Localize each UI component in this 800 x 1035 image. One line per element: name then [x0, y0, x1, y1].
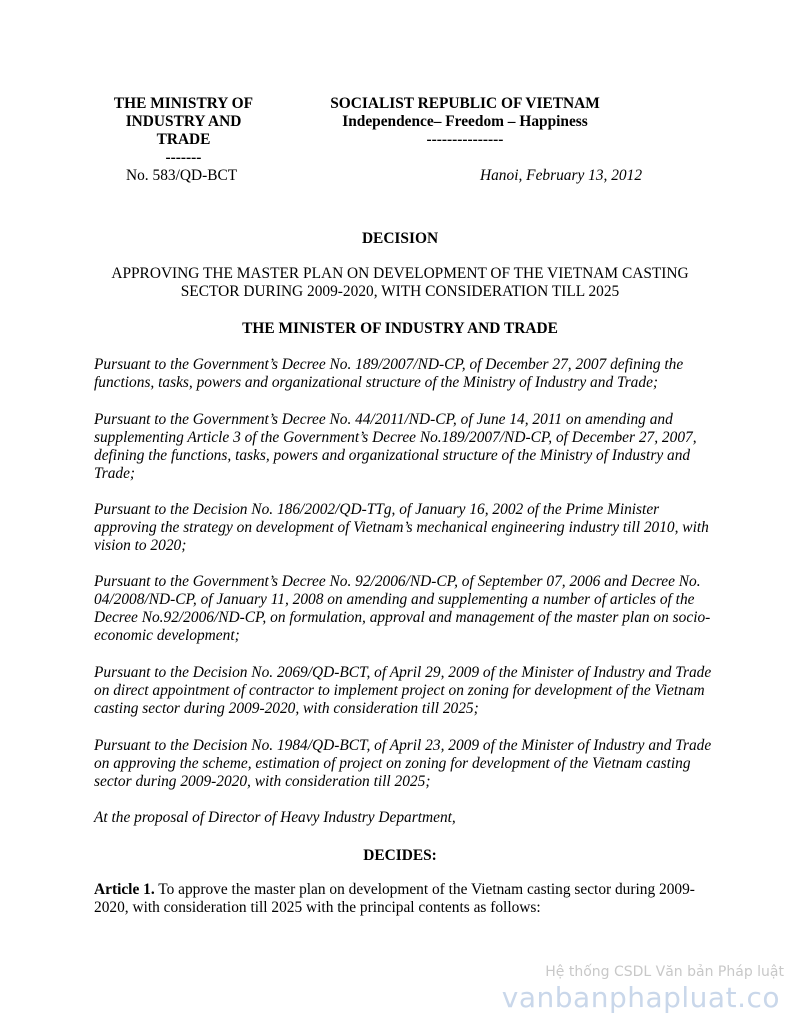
proposal-paragraph: At the proposal of Director of Heavy Industry Department,	[94, 809, 456, 826]
article-1-label: Article 1.	[94, 881, 155, 898]
decides-heading: DECIDES:	[363, 847, 437, 864]
document-number: No. 583/QD-BCT	[126, 167, 238, 184]
document-date: Hanoi, February 13, 2012	[480, 167, 643, 184]
ministry-name-line1: THE MINISTRY OF	[113, 95, 254, 112]
article-1	[94, 881, 714, 917]
issuing-authority: THE MINISTER OF INDUSTRY AND TRADE	[242, 320, 558, 337]
pursuant-paragraph-1: Pursuant to the Government’s Decree No. 189/2007/ND-CP, of December 27, 2007 defining the functions, tasks, powers and organizational structure of the Ministry of Industry and Trade;	[94, 356, 684, 391]
national-motto: Independence– Freedom – Happiness	[342, 113, 588, 130]
country-name: SOCIALIST REPUBLIC OF VIETNAM	[330, 95, 600, 112]
ministry-name-line3: TRADE	[156, 131, 211, 148]
pursuant-paragraph-3: Pursuant to the Decision No. 186/2002/QD-TTg, of January 16, 2002 of the Prime Minister approving the strategy on development of Vietnam’s mechanical engineering industry till 2010, with vision to 2020;	[94, 501, 709, 554]
pursuant-paragraph-2: Pursuant to the Government’s Decree No. 44/2011/ND-CP, of June 14, 2011 on amending and supplementing Article 3 of the Government’s Decree No.189/2007/ND-CP, of December 27, 2007, defining the functions, tasks, powers and organizational structure of the Ministry of Industry and Trade;	[94, 411, 697, 482]
watermark-caption: Hệ thống CSDL Văn bản Pháp luật	[545, 964, 784, 980]
subtitle-line-1: APPROVING THE MASTER PLAN ON DEVELOPMENT OF THE VIETNAM CASTING	[111, 265, 689, 282]
pursuant-paragraph-5: Pursuant to the Decision No. 2069/QD-BCT, of April 29, 2009 of the Minister of Industry and Trade on direct appointment of contractor to implement project on zoning for development of the Vietnam casting sector during 2009-2020, with consideration till 2025;	[94, 664, 712, 717]
nation-header	[300, 95, 630, 149]
pursuant-paragraph-6: Pursuant to the Decision No. 1984/QD-BCT, of April 23, 2009 of the Minister of Industry and Trade on approving the scheme, estimation of project on zoning for development of the Vietnam casting sector during 2009-2020, with consideration till 2025;	[94, 737, 712, 790]
subtitle-line-2: SECTOR DURING 2009-2020, WITH CONSIDERATION TILL 2025	[180, 283, 620, 300]
header-divider-right: ---------------	[426, 131, 504, 148]
issuer-header	[96, 95, 271, 167]
document-subtitle	[90, 265, 710, 301]
document-title: DECISION	[361, 230, 439, 247]
pursuant-paragraph-4: Pursuant to the Government’s Decree No. 92/2006/ND-CP, of September 07, 2006 and Decree No. 04/2008/ND-CP, of January 11, 2008 on amending and supplementing a number of articles of the Decree No.92/2006/ND-CP, on formulation, approval and management of the master plan on socio-economic development;	[94, 573, 711, 644]
ministry-name-line2: INDUSTRY AND	[125, 113, 242, 130]
article-1-text: To approve the master plan on development of the Vietnam casting sector during 2009-2020, with consideration till 2025 with the principal contents as follows:	[94, 881, 695, 916]
watermark-site: vanbanphapluat.co	[501, 981, 780, 1014]
header-divider-left: -------	[165, 149, 202, 166]
